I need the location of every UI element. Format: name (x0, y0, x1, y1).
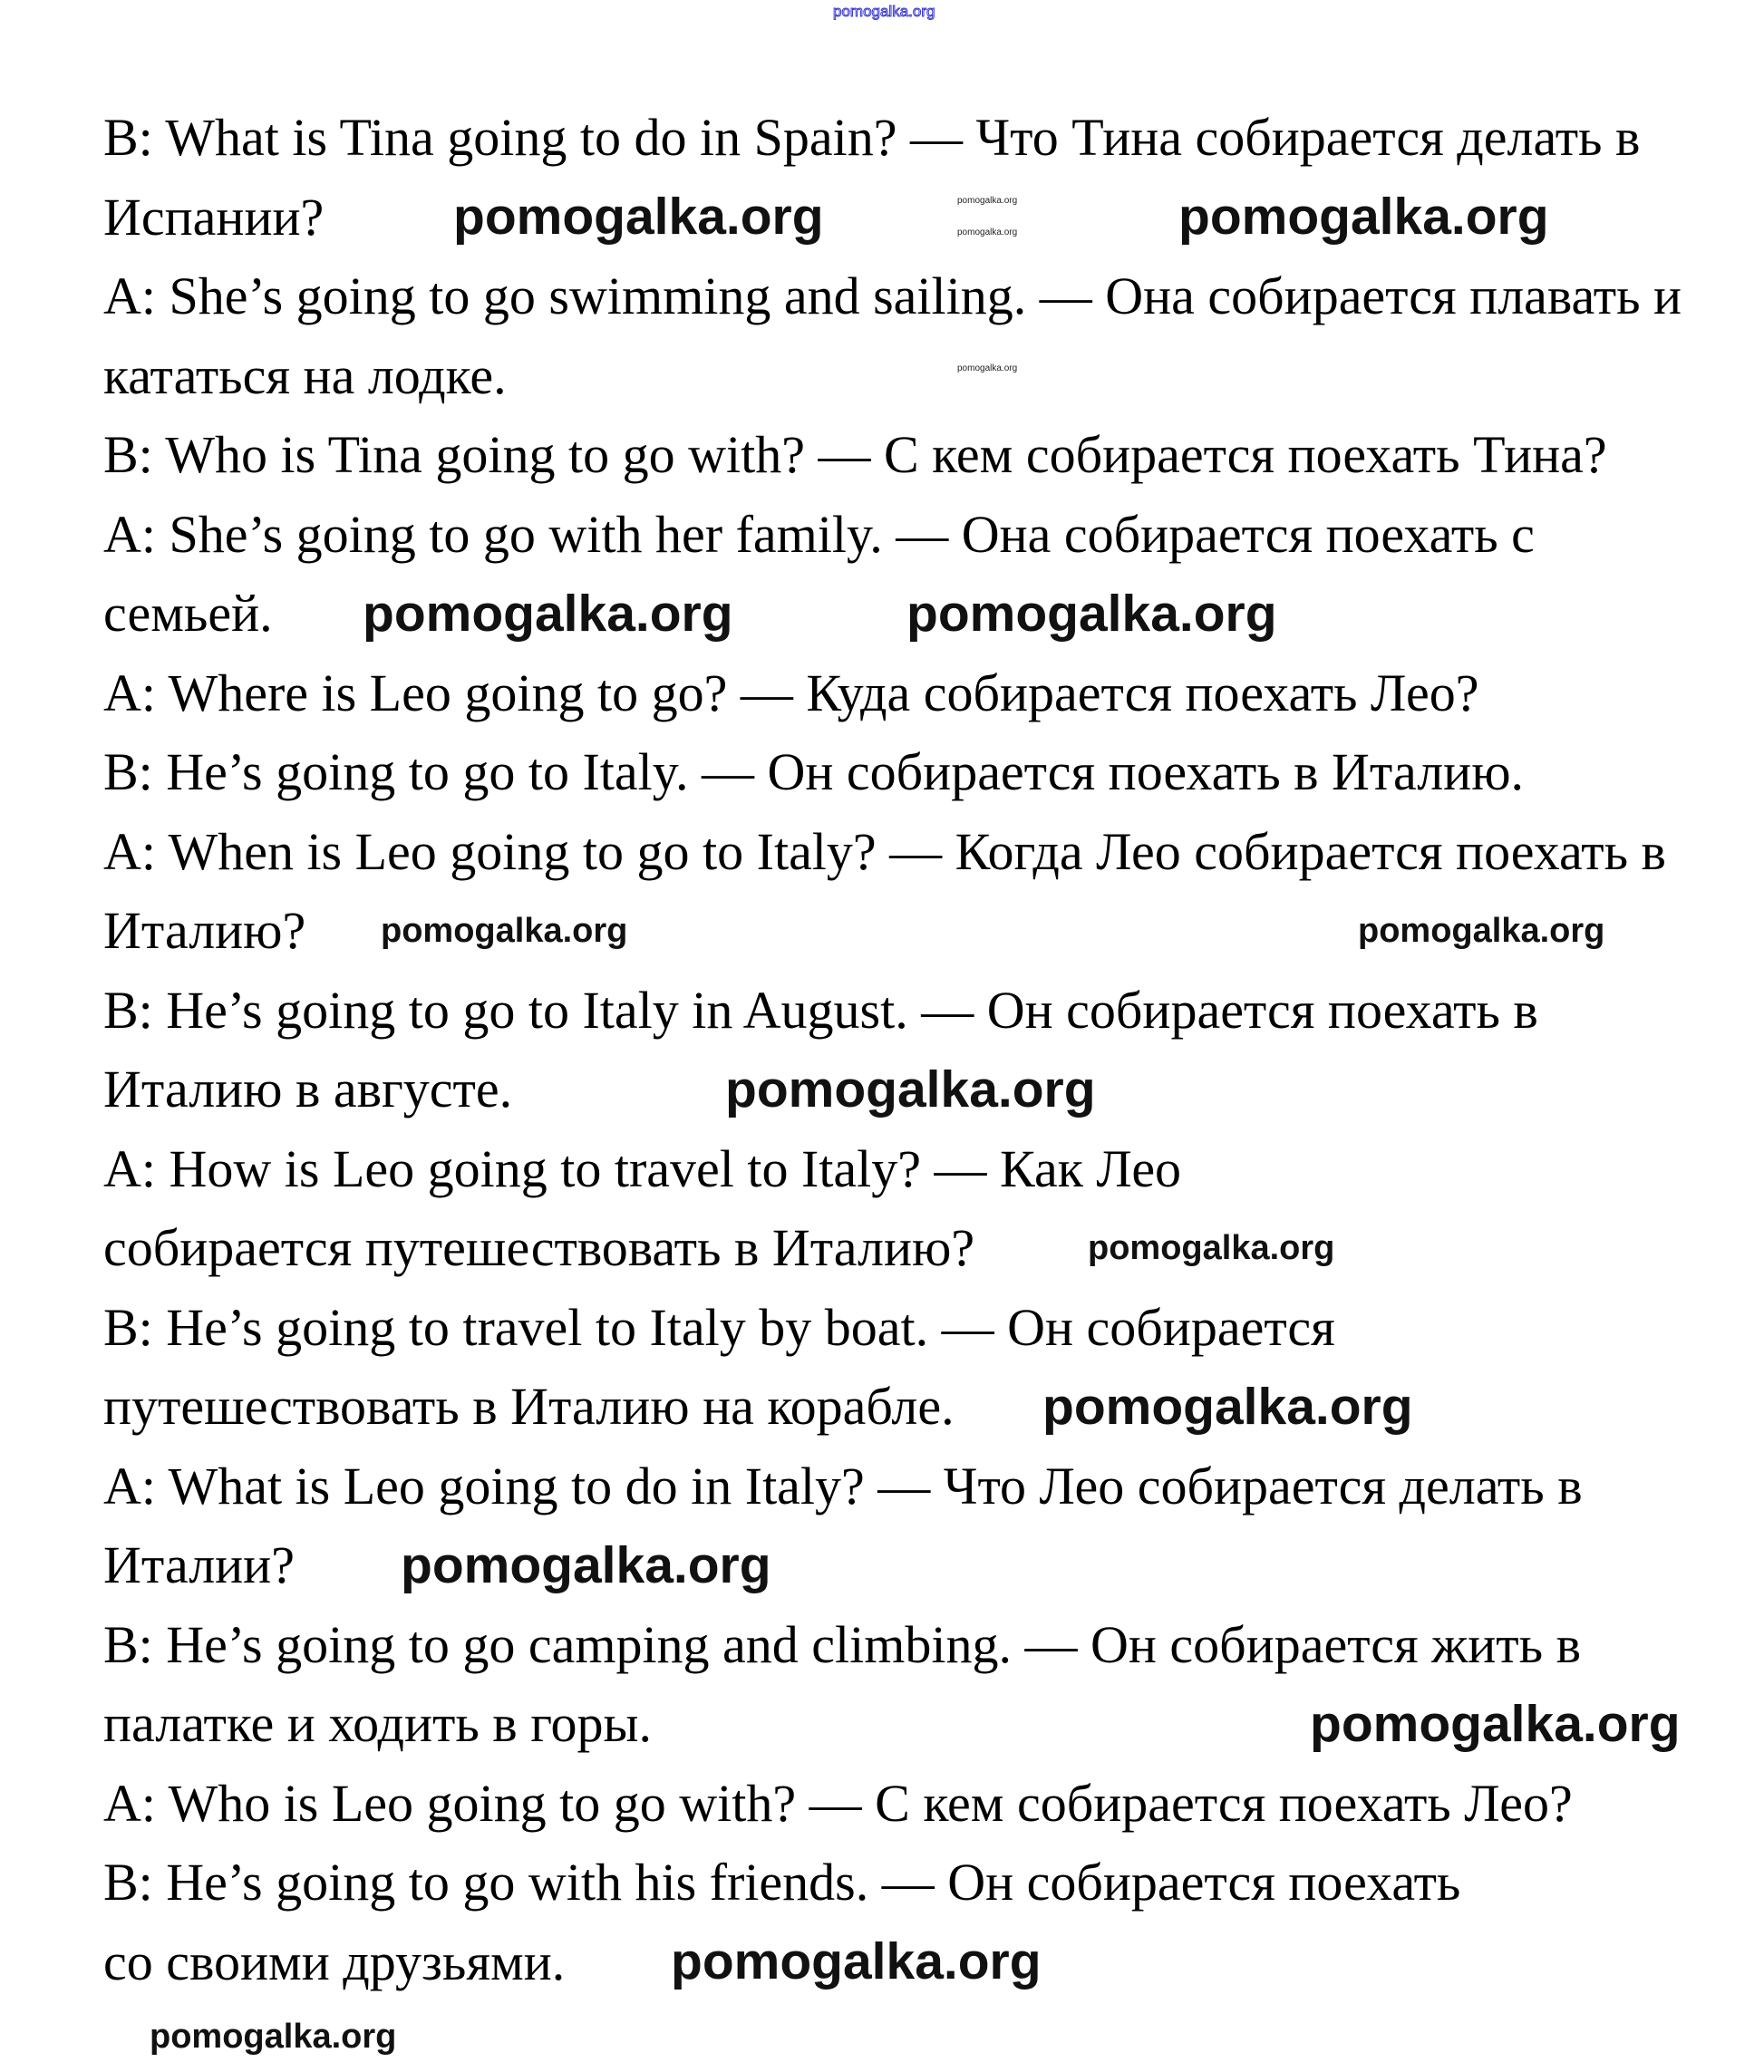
text-line: Италию? (103, 901, 306, 960)
text-line: A: Who is Leo going to go with? — С кем собирается поехать Лео? (103, 1773, 1573, 1833)
text-line: A: Where is Leo going to go? — Куда собирается поехать Лео? (103, 663, 1479, 722)
text-line: палатке и ходить в горы. (103, 1694, 653, 1753)
text-line: B: He’s going to go to Italy. — Он собирается поехать в Италию. (103, 742, 1525, 801)
text-line: B: He’s going to go with his friends. — Он собирается поехать (103, 1853, 1461, 1912)
text-line: Испании? (103, 187, 325, 247)
watermark: pomogalka.org (957, 363, 1018, 373)
watermark: pomogalka.org (150, 2018, 397, 2056)
text-line: собирается путешествовать в Италию? (103, 1218, 975, 1277)
watermark: pomogalka.org (1358, 912, 1605, 950)
watermark: pomogalka.org (1178, 188, 1549, 246)
watermark: pomogalka.org (725, 1060, 1096, 1118)
text-line: Италии? (103, 1535, 295, 1594)
watermark: pomogalka.org (957, 228, 1018, 237)
text-line: путешествовать в Италию на корабле. (103, 1377, 955, 1436)
watermark: pomogalka.org (833, 3, 935, 20)
text-line: A: When is Leo going to go to Italy? — Когда Лео собирается поехать в (103, 821, 1666, 881)
text-line: B: He’s going to travel to Italy by boat. — Он собирается (103, 1297, 1335, 1357)
text-line: B: He’s going to go to Italy in August. — Он собирается поехать в (103, 980, 1538, 1040)
watermark: pomogalka.org (1042, 1378, 1413, 1436)
watermark: pomogalka.org (401, 1536, 771, 1594)
text-line: A: She’s going to go with her family. — Она собирается поехать с (103, 504, 1535, 564)
text-line: A: How is Leo going to travel to Italy? — Как Лео (103, 1138, 1182, 1198)
text-line: B: He’s going to go camping and climbing. — Он собирается жить в (103, 1614, 1581, 1674)
watermark: pomogalka.org (381, 912, 628, 950)
watermark: pomogalka.org (453, 188, 824, 246)
text-line: семьей. (103, 584, 273, 643)
watermark: pomogalka.org (1310, 1695, 1681, 1753)
watermark: pomogalka.org (363, 585, 733, 643)
text-line: B: Who is Tina going to go with? — С кем собирается поехать Тина? (103, 425, 1607, 484)
text-line: A: She’s going to go swimming and sailing. — Она собирается плавать и (103, 266, 1682, 325)
watermark: pomogalka.org (906, 585, 1277, 643)
text-line: кататься на лодке. (103, 345, 507, 405)
text-line: A: What is Leo going to do in Italy? — Что Лео собирается делать в (103, 1456, 1583, 1515)
watermark: pomogalka.org (671, 1932, 1042, 1990)
text-line: B: What is Tina going to do in Spain? — Что Тина собирается делать в (103, 108, 1641, 167)
watermark: pomogalka.org (1088, 1229, 1335, 1267)
text-line: со своими друзьями. (103, 1932, 566, 1991)
watermark: pomogalka.org (957, 196, 1018, 206)
text-line: Италию в августе. (103, 1060, 513, 1118)
